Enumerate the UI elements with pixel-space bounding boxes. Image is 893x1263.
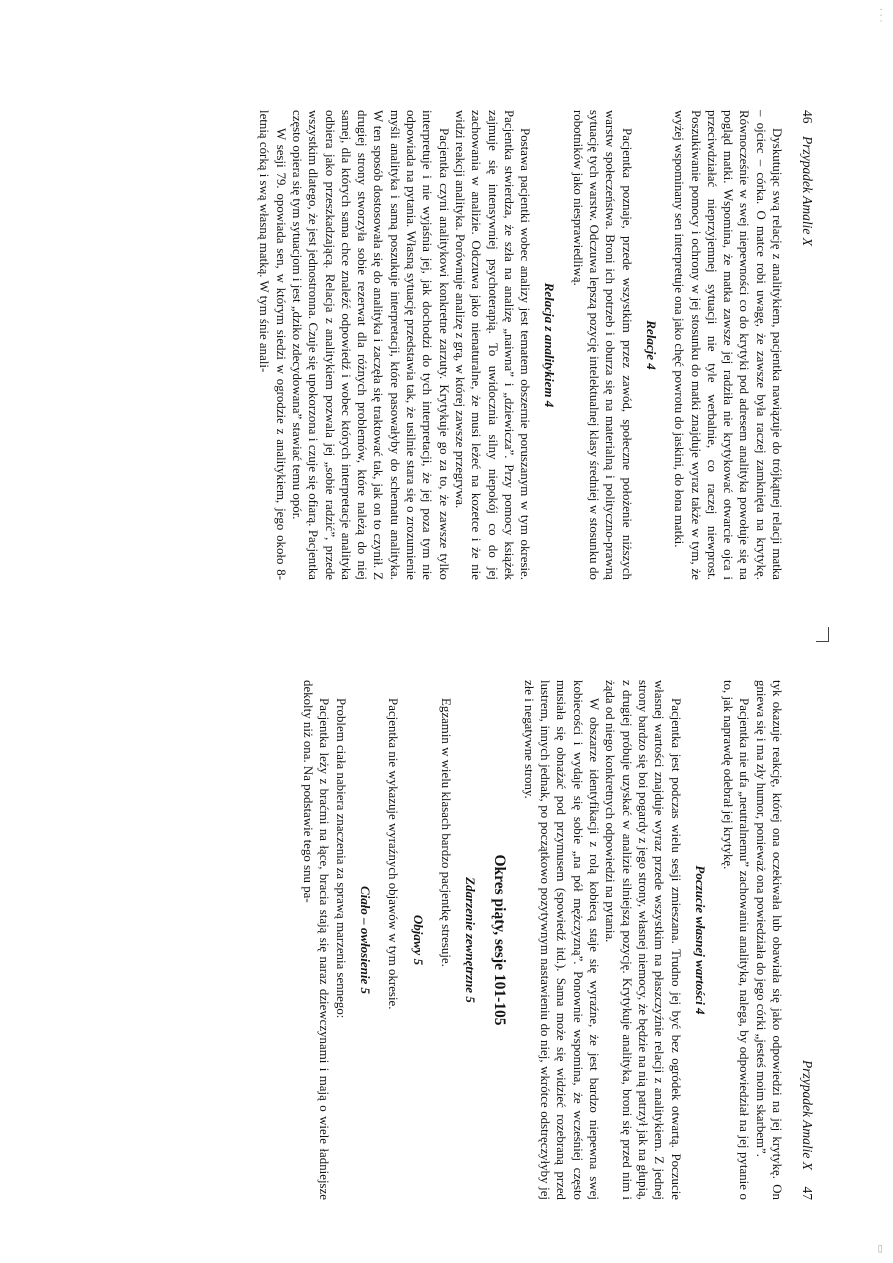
period-heading: Okres piąty, sesje 101-105 bbox=[490, 854, 508, 1026]
page-number: 47 bbox=[800, 1186, 815, 1200]
running-head bbox=[795, 110, 815, 580]
paragraph: W obszarze identyfikacji z rolą kobiecą staje się wyraźne, że jest bardzo niepewna swej kobiecości i wydaje się sobie „na pół mężczyzną”. Ponownie wspomina, że wcześniej często musiała się obnażać pod przymusem (spowiedź itd.). Sama może się widzieć rozebraną przed lustrem, innych jednak, po początkowo pozytywnym nastawieniu do niej, wkrótce odstręczyłyby jej złe i negatywne strony. bbox=[521, 680, 602, 1200]
page-body bbox=[75, 680, 785, 1200]
paragraph: tyk okazuje reakcję, której ona oczekiwała lub obawiała się jako odpowiedzi na jej krytykę. On gniewa się i ma zły humor, ponieważ ona powiedziała do jego córki „jesteś moim skarbem”. bbox=[753, 680, 784, 1200]
left-page bbox=[75, 110, 815, 580]
paragraph: Pacjentka jest podczas wielu sesji zmieszana. Trudno jej być bez ogródek otwartą. Poczucie własnej wartości znajduje wyraz przede wszystkim na płaszczyźnie relacji z analitykiem. Z jednej strony bardzo się boi pogardy z jego strony, własnej niemocy, że będzie na nią patrzył jak na głupią, z drugiej próbuje uzyskać w analizie silniejszą pozycję. Krytykuje analityka, broni się przed nim i żąda od niego konkretnych odpowiedzi na pytania. bbox=[603, 680, 683, 1200]
section-heading: Zdarzenie zewnętrzne 5 bbox=[463, 877, 479, 1003]
paragraph: Pacjentka nie ufa „neutralnemu” zachowaniu analityka, nalega, by odpowiedział na jej pytanie o to, jak naprawdę odebrał jej krytykę. bbox=[721, 680, 752, 1200]
paragraph: Dyskutując swą relację z analitykiem, pacjentka nawiązuje do trójkątnej relacji matka – ojciec – córka. O matce robi uwagę, że zawsze była raczej zamknięta na krytykę. Równocześnie w swej niepewności co do krytyki pod adresem analityka powołuje się na pogląd matki. Wspomina, że matka zawsze jej radziła nie krytykować otwarcie ojca i przeciwdziałać nieprzyjemnej sytuacji nie tyle werbalnie, co raczej niewprost. Poszukiwanie pomocy i ochrony w jej stosunku do matki znajduje wyraz także w tym, że wyżej wspominany sen interpretuje ona jako chęć powrotu do jaskini, do łona matki. bbox=[672, 110, 784, 580]
right-page bbox=[75, 680, 815, 1200]
section-heading: Relacje 4 bbox=[643, 320, 659, 370]
section-heading: Poczucie własnej wartości 4 bbox=[692, 865, 708, 1015]
paragraph: Pacjentka leży z braćmi na łące, bracia stają się naraz dziewczynami i mają o wiele ładniejsze dekolty niż ona. Na podstawie tego snu pa- bbox=[301, 680, 332, 1200]
section-heading: Relacja z analitykiem 4 bbox=[542, 282, 558, 408]
paragraph: Pacjentka czyni analitykowi konkretne zarzuty. Krytykuje go za to, że zawsze tylko interpretuje i nie wyjaśnia jej, jak dochodzi do tych interpretacji, że jej poza tym nie odpowiada na pytania. Własną sytuację przedstawia tak, że usilnie stara się o zrozumienie myśli analityka i samą poszukuje interpretacji, które pasowałyby do schematu analityka. W ten sposób dostosowała się do analityka i zaczęła się traktować tak, jak on to czynił. Z drugiej strony stworzyła sobie rezerwat dla różnych problemów, które należą do niej samej, dla których sama chce znaleźć odpowiedź i wobec których interpretacje analityka odbiera jako przeszkadzającą. Relacja z analitykiem pozwala jej „sobie radzić”, przede wszystkim dlatego, że jest jednostronna. Czuje się upokorzona i czuje się ofiarą. Pacjentka często opiera się tym sytuacjom i jest „dziko zdecydowana” stawiać temu opór. bbox=[289, 110, 451, 580]
page-body bbox=[75, 110, 785, 580]
scan-corner-mark: ▭ bbox=[875, 1244, 885, 1253]
paragraph: Problem ciała nabiera znaczenia za sprawą marzenia sennego: bbox=[333, 698, 348, 1019]
paragraph: Pacjentka nie wykazuje wyraźnych objawów w tym okresie. bbox=[386, 698, 401, 1010]
scan-corner-mark: · · · bbox=[875, 8, 885, 23]
paragraph: W sesji 79. opowiada sen, w którym siedzi w ogrodzie z analitykiem, jego około 8-letnią córką i swą własną matką. W tym śnie anali- bbox=[257, 110, 288, 580]
margin-rule bbox=[816, 627, 829, 642]
section-heading: Ciało – owłosienie 5 bbox=[358, 886, 374, 994]
page-number: 46 bbox=[800, 110, 815, 124]
section-heading: Objawy 5 bbox=[410, 914, 426, 966]
paragraph: Egzamin w wielu klasach bardzo pacjentkę stresuje. bbox=[438, 698, 453, 967]
paragraph: Pacjentka poznaje, przede wszystkim przez zawód, społeczne położenie niższych warstw społeczeństwa. Broni ich potrzeb i oburza się na materialną i polityczno-prawną sytuację tych warstw. Odczuwa lepszą pozycję intelektualnej klasy średniej w stosunku do robotników jako niesprawiedliwą. bbox=[570, 110, 634, 580]
running-head bbox=[795, 680, 815, 1200]
running-title: Przypadek Amalie X bbox=[800, 1060, 815, 1170]
running-title: Przypadek Amalie X bbox=[800, 136, 815, 246]
paragraph: Postawa pacjentki wobec analizy jest tematem obszernie poruszanym w tym okresie. Pacjentka stwierdza, że szła na analizę „naiwna” i „dziewicza”. Przy pomocy książek zajmuje się intensywniej psychoterapią. To uwidocznia silny niepokój co do jej zachowania w analizie. Odczuwa jako nienaturalne, że musi leżeć na kozetce i że nie widzi reakcji analityka. Porównuje analizę z grą, w której zawsze przegrywa. bbox=[452, 110, 533, 580]
